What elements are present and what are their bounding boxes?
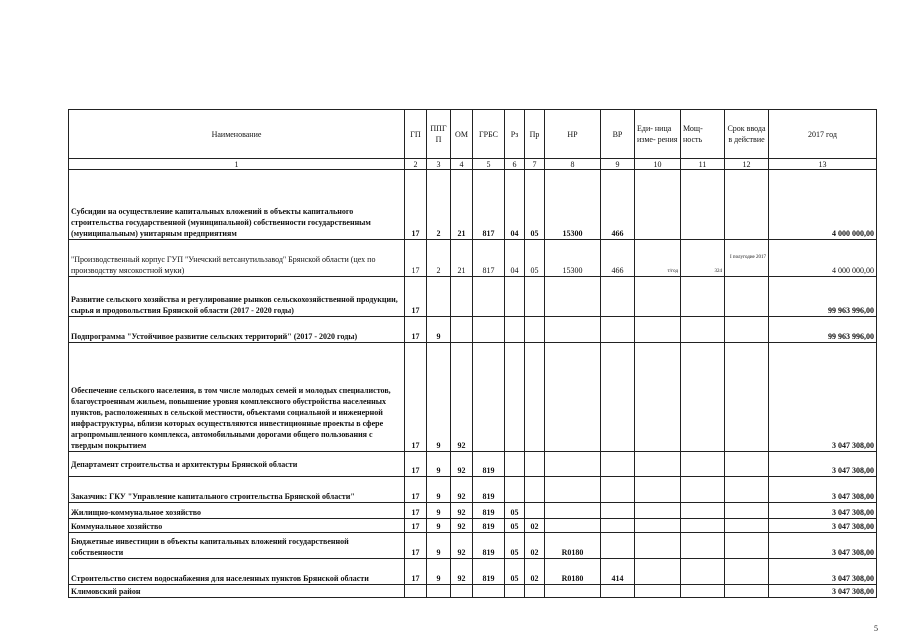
cell-om: 92 [451,559,473,585]
column-number: 6 [505,159,525,170]
cell-ppgp: 2 [427,240,451,277]
cell-grbs: 819 [473,477,505,503]
table-row [69,240,877,277]
cell-np [545,343,601,452]
cell-unit [635,519,681,533]
cell-om: 92 [451,519,473,533]
cell-term [725,585,769,598]
cell-amount: 3 047 308,00 [769,503,877,519]
cell-rz: 04 [505,240,525,277]
column-number: 1 [69,159,405,170]
row-name: Развитие сельского хозяйства и регулирование рынков сельскохозяйственной продукции, сырья и продовольствия Брянской области (2017 - 2020 годы) [69,277,405,317]
cell-amount: 99 963 996,00 [769,277,877,317]
row-name: Коммунальное хозяйство [69,519,405,533]
cell-np: 15300 [545,170,601,240]
table-row [69,585,877,598]
cell-gp: 17 [405,503,427,519]
row-name: Климовский район [69,585,405,598]
cell-ppgp: 9 [427,452,451,477]
cell-om: 92 [451,452,473,477]
header-ppgp: ППГ П [427,110,451,159]
cell-pr: 02 [525,559,545,585]
cell-grbs [473,317,505,343]
cell-amount: 4 000 000,00 [769,240,877,277]
cell-ppgp: 9 [427,317,451,343]
header-vr: ВР [601,110,635,159]
cell-ppgp [427,277,451,317]
row-name: Обеспечение сельского населения, в том числе молодых семей и молодых специалистов, благоустроенным жильем, повышение уровня комплексного обустройства населенных пунктов, расположенных в сельской местности, объектами социальной и инженерной инфраструктуры, вблизи которых осуществляются инвестиционные проекты в сфере агропромышленного комплекса, автомобильными дорогами общего пользования с твердым покрытием [69,343,405,452]
table-row [69,477,877,503]
cell-om [451,277,473,317]
cell-ppgp: 9 [427,503,451,519]
cell-rz: 05 [505,533,525,559]
cell-vr [601,317,635,343]
cell-pr [525,343,545,452]
cell-vr [601,533,635,559]
row-name: Заказчик: ГКУ "Управление капитального строительства Брянской области" [69,477,405,503]
cell-pr: 02 [525,519,545,533]
column-number: 8 [545,159,601,170]
cell-term [725,477,769,503]
cell-unit [635,170,681,240]
table-row [69,559,877,585]
cell-amount: 3 047 308,00 [769,452,877,477]
cell-power [681,343,725,452]
cell-vr [601,343,635,452]
cell-om [451,585,473,598]
cell-amount: 3 047 308,00 [769,533,877,559]
table-row [69,277,877,317]
header-np: НР [545,110,601,159]
cell-gp: 17 [405,343,427,452]
cell-unit [635,452,681,477]
cell-rz [505,585,525,598]
cell-om: 92 [451,503,473,519]
cell-amount: 99 963 996,00 [769,317,877,343]
cell-gp: 17 [405,559,427,585]
cell-ppgp: 9 [427,343,451,452]
cell-np [545,452,601,477]
column-number: 12 [725,159,769,170]
cell-pr [525,452,545,477]
table-row [69,519,877,533]
header-name: Наименование [69,110,405,159]
column-number: 7 [525,159,545,170]
cell-gp: 17 [405,452,427,477]
cell-term [725,452,769,477]
cell-np [545,585,601,598]
cell-rz [505,452,525,477]
cell-term [725,519,769,533]
cell-unit [635,317,681,343]
cell-term [725,170,769,240]
cell-gp: 17 [405,317,427,343]
cell-np [545,477,601,503]
cell-pr [525,477,545,503]
cell-unit [635,477,681,503]
column-number: 5 [473,159,505,170]
cell-pr [525,317,545,343]
column-number: 13 [769,159,877,170]
cell-om: 92 [451,343,473,452]
cell-unit [635,559,681,585]
cell-pr [525,503,545,519]
cell-ppgp [427,585,451,598]
cell-vr: 466 [601,170,635,240]
cell-power [681,277,725,317]
cell-vr [601,277,635,317]
cell-rz: 04 [505,170,525,240]
header-unit: Еди- ница изме- рения [635,110,681,159]
cell-rz [505,343,525,452]
cell-unit [635,343,681,452]
cell-power [681,585,725,598]
table-row [69,533,877,559]
cell-grbs: 819 [473,503,505,519]
column-number: 10 [635,159,681,170]
cell-rz: 05 [505,503,525,519]
cell-unit [635,533,681,559]
cell-grbs [473,277,505,317]
cell-power [681,452,725,477]
row-name: Департамент строительства и архитектуры Брянской области [69,452,405,477]
cell-term: I полугодие 2017 [725,240,769,277]
cell-ppgp: 9 [427,519,451,533]
header-term: Срок ввода в действие [725,110,769,159]
cell-vr: 414 [601,559,635,585]
cell-term [725,559,769,585]
column-number: 9 [601,159,635,170]
cell-om: 21 [451,170,473,240]
header-rz: Рз [505,110,525,159]
cell-term [725,533,769,559]
cell-pr: 02 [525,533,545,559]
cell-grbs: 819 [473,452,505,477]
cell-ppgp: 9 [427,533,451,559]
cell-gp: 17 [405,519,427,533]
cell-vr [601,585,635,598]
column-number: 11 [681,159,725,170]
cell-grbs: 817 [473,240,505,277]
cell-ppgp: 2 [427,170,451,240]
cell-amount: 3 047 308,00 [769,519,877,533]
header-grbs: ГРБС [473,110,505,159]
budget-table [68,109,877,598]
cell-term [725,503,769,519]
cell-grbs [473,585,505,598]
cell-amount: 3 047 308,00 [769,559,877,585]
cell-pr [525,585,545,598]
cell-power [681,477,725,503]
cell-power [681,533,725,559]
cell-grbs: 819 [473,559,505,585]
cell-om: 21 [451,240,473,277]
cell-vr [601,452,635,477]
cell-power [681,503,725,519]
cell-amount: 3 047 308,00 [769,343,877,452]
cell-unit: т/год [635,240,681,277]
cell-np: R0180 [545,559,601,585]
cell-om: 92 [451,477,473,503]
header-pr: Пр [525,110,545,159]
cell-power [681,559,725,585]
row-name: Подпрограмма "Устойчивое развитие сельских территорий" (2017 - 2020 годы) [69,317,405,343]
cell-power [681,317,725,343]
header-year: 2017 год [769,110,877,159]
cell-grbs: 819 [473,533,505,559]
cell-vr [601,503,635,519]
column-number: 2 [405,159,427,170]
cell-term [725,317,769,343]
row-name: Субсидии на осуществление капитальных вложений в объекты капитального строительства государственной (муниципальной) собственности государственным (муниципальным) унитарным предприятиям [69,170,405,240]
table-row [69,170,877,240]
cell-gp [405,585,427,598]
cell-ppgp: 9 [427,477,451,503]
cell-np: R0180 [545,533,601,559]
row-name: Жилищно-коммунальное хозяйство [69,503,405,519]
cell-np [545,503,601,519]
cell-power [681,519,725,533]
cell-om [451,317,473,343]
cell-pr [525,277,545,317]
cell-unit [635,585,681,598]
header-power: Мощ- ность [681,110,725,159]
cell-amount: 3 047 308,00 [769,477,877,503]
table-row [69,343,877,452]
row-name: "Производственный корпус ГУП "Унечский ветсанутильзавод" Брянской области (цех по производству мясокостной муки) [69,240,405,277]
cell-rz [505,317,525,343]
table-row [69,452,877,477]
cell-gp: 17 [405,477,427,503]
row-name: Строительство систем водоснабжения для населенных пунктов Брянской области [69,559,405,585]
cell-term [725,277,769,317]
cell-np [545,317,601,343]
cell-amount: 4 000 000,00 [769,170,877,240]
header-om: ОМ [451,110,473,159]
cell-np: 15300 [545,240,601,277]
cell-rz: 05 [505,559,525,585]
column-number: 4 [451,159,473,170]
cell-om: 92 [451,533,473,559]
cell-rz: 05 [505,519,525,533]
cell-gp: 17 [405,170,427,240]
cell-pr: 05 [525,170,545,240]
cell-rz [505,277,525,317]
cell-rz [505,477,525,503]
cell-unit [635,503,681,519]
cell-np [545,277,601,317]
cell-grbs [473,343,505,452]
column-number: 3 [427,159,451,170]
cell-gp: 17 [405,277,427,317]
cell-amount: 3 047 308,00 [769,585,877,598]
cell-vr [601,519,635,533]
column-number-row [69,159,877,170]
cell-grbs: 819 [473,519,505,533]
table-row [69,317,877,343]
cell-pr: 05 [525,240,545,277]
cell-term [725,343,769,452]
page-number: 5 [874,624,878,633]
cell-unit [635,277,681,317]
cell-power [681,170,725,240]
cell-grbs: 817 [473,170,505,240]
row-name: Бюджетные инвестиции в объекты капитальных вложений государственной собственности [69,533,405,559]
cell-ppgp: 9 [427,559,451,585]
cell-vr [601,477,635,503]
cell-gp: 17 [405,533,427,559]
table-row [69,503,877,519]
cell-gp: 17 [405,240,427,277]
cell-power: 324 [681,240,725,277]
table-header-row [69,110,877,159]
cell-vr: 466 [601,240,635,277]
header-gp: ГП [405,110,427,159]
cell-np [545,519,601,533]
